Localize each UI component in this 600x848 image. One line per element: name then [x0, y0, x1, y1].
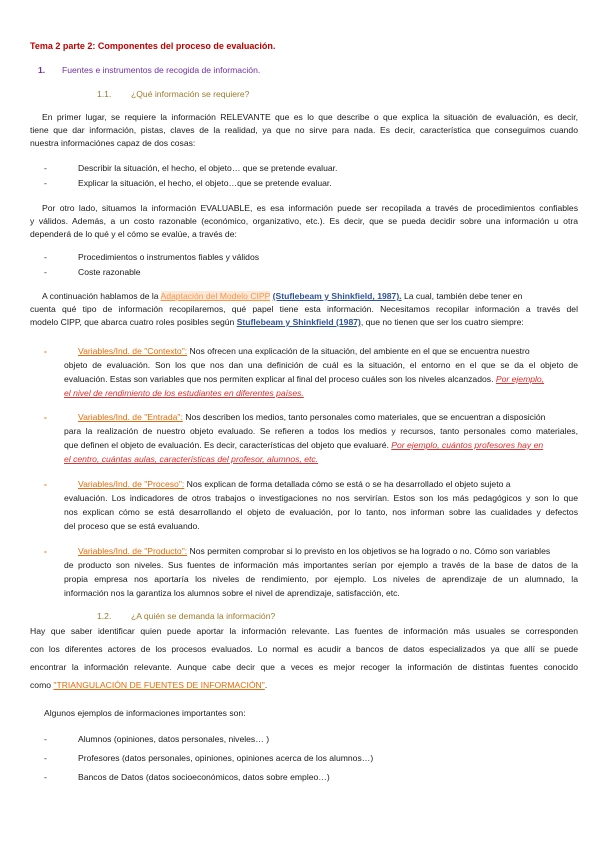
paragraph-sources-line-1: Hay que saber identificar quien puede aportar la información relevante. Las fuentes de información más usuales se corresponden [30, 626, 578, 636]
variable-product-line-3: propia empresa nos aportaría los niveles de rendimiento, por ejemplo. Los niveles de aprendizaje de un alumnado, la [64, 574, 578, 584]
paragraph-evaluable-line-3: dependerá de lo qué y el cómo se evalúe, a través de: [30, 229, 237, 239]
variable-process-line-2: evaluación. Los indicadores de otros trabajos o investigaciones no nos servirían. Estos son los más pedagógicos y son lo que [64, 493, 578, 503]
cipp-model-link[interactable]: Adaptación del Modelo CIPP [160, 291, 271, 301]
paragraph-sources-line-2: con los diferentes actores de los procesos evaluados. Lo normal es acudir a bancos de datos especializados ya que allí se puede [30, 644, 578, 654]
list-item: - Profesores (datos personales, opiniones, opiniones acerca de los alumnos…) [44, 753, 374, 763]
variable-context-label: Variables/Ind. de "Contexto": [78, 346, 188, 356]
examples-intro: Algunos ejemplos de informaciones importantes son: [44, 708, 246, 718]
section-1-2-title: ¿A quién se demanda la información? [131, 611, 276, 621]
paragraph-relevant-line-2: tiene que dar información, pistas, claves de la realidad, ya que no sirve para nada. Es decir, característica que conseguimos cuando [30, 125, 578, 135]
paragraph-cipp-line-2: cuenta qué tipo de información recopilaremos, qué papel tiene esta información. Necesitamos recopilar información a través del [30, 304, 578, 314]
variable-context-line-2: objeto de evaluación. Son los que nos dan una definición de cuál es la situación, el entorno en el que se da el objeto de [64, 360, 578, 370]
variable-product-line-2: de producto son niveles. Sus fuentes de información más importantes serían por ejemplo a través de la base de datos de la [64, 560, 578, 570]
list-item: - Bancos de Datos (datos socioeconómicos, datos sobre empleo…) [44, 772, 330, 782]
variable-input-line-4 [64, 454, 600, 465]
section-1-1-heading [97, 89, 600, 100]
list-item: - Describir la situación, el hecho, el objeto… que se pretende evaluar. [44, 163, 338, 173]
variable-process-line-1: - Variables/Ind. de "Proceso": Nos explican de forma detallada cómo se está o se ha desarrollado el objeto sujeto a [44, 479, 511, 489]
variable-input-label: Variables/Ind. de "Entrada": [78, 412, 183, 422]
triangulation-link[interactable]: "TRIANGULACIÓN DE FUENTES DE INFORMACIÓN" [53, 680, 265, 690]
variable-product-line-1: - Variables/Ind. de "Producto": Nos permiten comprobar si lo previsto en los objetivos se ha logrado o no. Cómo son variables [44, 546, 551, 556]
variable-input-line-2: para la realización de nuestro objeto evaluado. Se refieren a todos los medios y recursos, tanto personales como materiales, [64, 426, 578, 436]
variable-context-line-3: evaluación. Estas son variables que nos permiten explicar al final del proceso cuáles son los niveles alcanzados. Por ejemplo, [64, 374, 545, 384]
example-text: el nivel de rendimiento de los estudiantes en diferentes países. [64, 388, 304, 398]
example-text: Por ejemplo, [495, 374, 545, 384]
variable-process-line-4: del proceso que se está evaluando. [64, 521, 200, 531]
section-1-number: 1. [38, 65, 46, 75]
section-1-heading [38, 65, 586, 76]
variable-context-line-1: - Variables/Ind. de "Contexto": Nos ofrecen una explicación de la situación, del ambiente en el que se encuentra nuestro [44, 346, 530, 356]
list-item: - Coste razonable [44, 267, 141, 277]
section-1-1-number: 1.1. [97, 89, 112, 99]
paragraph-sources-line-3: encontrar la información relevante. Aunque cabe decir que a veces es mejor recoger la información de distintas fuentes conocido [30, 662, 578, 672]
reference-link[interactable]: Stuflebeam y Shinkfield (1987) [236, 317, 361, 327]
paragraph-evaluable-line-2: y válidos. Además, a un costo razonable (económico, organizativo, etc.). Es decir, que se pueda decidir sobre una información u otra [30, 216, 578, 226]
variable-input-line-3: que definen el objeto de evaluación. Es decir, características del objeto que evaluaré. Por ejemplo, cuántos profesores hay en [64, 440, 544, 450]
list-item: - Procedimientos o instrumentos fiables y válidos [44, 252, 260, 262]
document-title: Tema 2 parte 2: Componentes del proceso de evaluación. [30, 41, 276, 51]
example-text: Por ejemplo, cuántos profesores hay en [391, 440, 544, 450]
list-item: - Explicar la situación, el hecho, el objeto…que se pretende evaluar. [44, 178, 332, 188]
section-1-2-number: 1.2. [97, 611, 112, 621]
variable-process-line-3: nos explican cómo se está desarrollando el objeto de evaluación, por lo tanto, nos informan sobre las cualidades y defectos [64, 507, 578, 517]
paragraph-relevant-line-3: nuestra informaciónes capaz de dos cosas: [30, 138, 196, 148]
reference-link[interactable]: (Stuflebeam y Shinkfield, 1987). [272, 291, 402, 301]
paragraph-sources-line-4: como "TRIANGULACIÓN DE FUENTES DE INFORMACIÓN". [30, 680, 268, 690]
paragraph-evaluable-line-1: Por otro lado, situamos la información EVALUABLE, es esa información puede ser recopilada a través de procedimientos confiables [42, 203, 578, 213]
variable-product-label: Variables/Ind. de "Producto": [78, 546, 188, 556]
list-item: - Alumnos (opiniones, datos personales, niveles… ) [44, 734, 270, 744]
variable-product-line-4: información nos la garantiza los alumnos sobre el nivel de aprendizaje, satisfacción, etc. [64, 588, 400, 598]
section-1-2-heading [97, 611, 600, 622]
example-text: el centro, cuántas aulas, características del profesor, alumnos, etc. [64, 454, 319, 464]
variable-process-label: Variables/Ind. de "Proceso": [78, 479, 185, 489]
paragraph-cipp-line-3: modelo CIPP, que abarca cuatro roles posibles según Stuflebeam y Shinkfield (1987), que no tienen que ser los cuatro siempre: [30, 317, 524, 327]
paragraph-relevant-line-1: En primer lugar, se requiere la información RELEVANTE que es lo que describe o que explica la situación de evaluación, es decir, [42, 112, 578, 122]
variable-input-line-1: - Variables/Ind. de "Entrada": Nos describen los medios, tanto personales como materiales, que se encuentran a disposición [44, 412, 546, 422]
section-1-1-title: ¿Qué información se requiere? [131, 89, 250, 99]
paragraph-cipp-line-1: A continuación hablamos de la Adaptación del Modelo CIPP (Stuflebeam y Shinkfield, 1987). La cual, también debe tener en [42, 291, 523, 301]
section-1-title: Fuentes e instrumentos de recogida de información. [62, 65, 261, 75]
variable-context-line-4 [64, 388, 600, 399]
